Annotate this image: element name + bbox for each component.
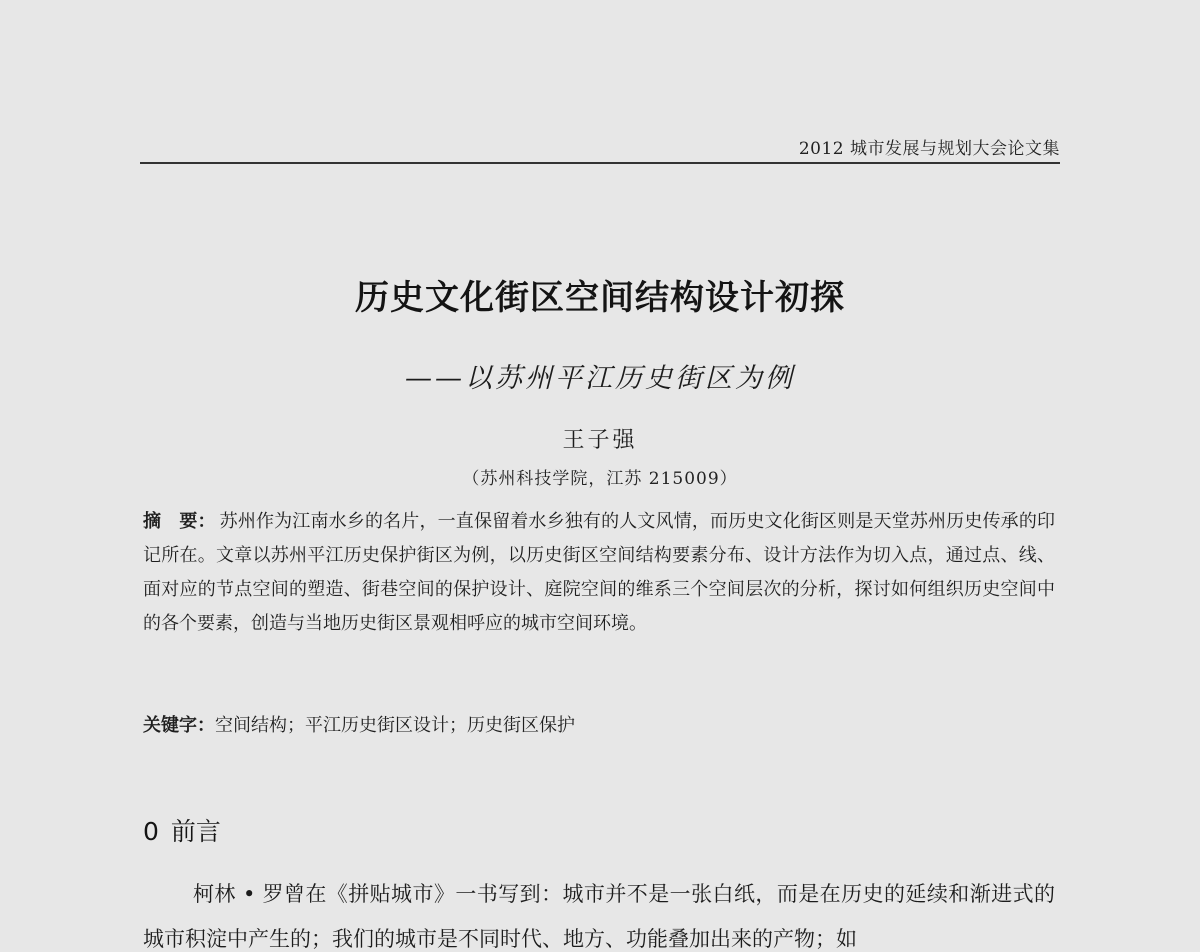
header-rule (140, 162, 1060, 164)
running-head: 2012 城市发展与规划大会论文集 (798, 139, 1060, 159)
paper-subtitle: ——以苏州平江历史街区为例 (405, 363, 795, 394)
keywords-block (143, 709, 1055, 743)
abstract-block (143, 505, 1055, 641)
keywords-text: 空间结构；平江历史街区设计；历史街区保护 (215, 715, 575, 736)
abstract-label: 摘 要： (143, 511, 216, 532)
paper-title: 历史文化街区空间结构设计初探 (355, 278, 845, 318)
section-heading (143, 812, 221, 848)
body-paragraph: 柯林 • 罗曾在《拼贴城市》一书写到：城市并不是一张白纸，而是在历史的延续和渐进式的城市积淀中产生的；我们的城市是不同时代、地方、功能叠加出来的产物；如 (143, 882, 1055, 951)
author-affiliation: （苏州科技学院，江苏 215009） (462, 469, 738, 489)
section-title: 前言 (170, 817, 221, 846)
keywords-label: 关键字： (143, 715, 215, 736)
abstract-text: 苏州作为江南水乡的名片，一直保留着水乡独有的人文风情，而历史文化街区则是天堂苏州历史传承的印记所在。文章以苏州平江历史保护街区为例，以历史街区空间结构要素分布、设计方法作为切入点，通过点、线、面对应的节点空间的塑造、街巷空间的保护设计、庭院空间的维系三个空间层次的分析，探讨如何组织历史空间中的各个要素，创造与当地历史街区景观相呼应的城市空间环境。 (143, 511, 1055, 634)
author-name: 王子强 (562, 428, 638, 453)
section-number: 0 (143, 817, 159, 846)
